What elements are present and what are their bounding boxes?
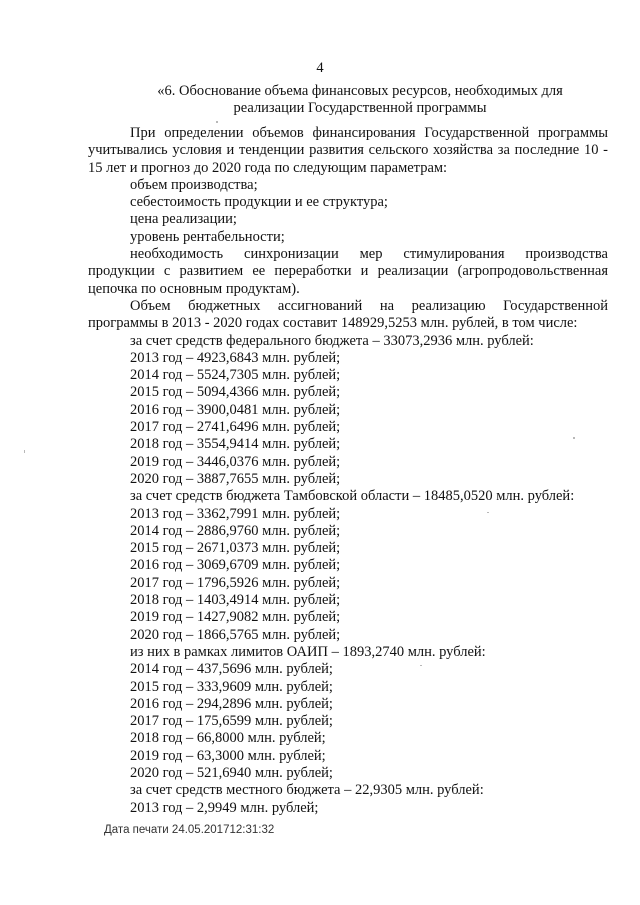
federal-year-item: 2014 год – 5524,7305 млн. рублей; <box>130 367 341 384</box>
section-heading <box>110 83 610 118</box>
intro-paragraph: При определении объемов финансирования Государственной программы учитывались условия и тенденции развития сельского хозяйства за последние 10 - 15 лет и прогноз до 2020 года по следующим параметрам: <box>88 125 608 176</box>
print-date-footer: Дата печати 24.05.201712:31:32 <box>104 824 275 836</box>
oaip-limits-section <box>88 644 608 782</box>
oaip-year-item: 2020 год – 521,6940 млн. рублей; <box>130 764 333 781</box>
federal-budget-title: за счет средств федерального бюджета – 33073,2936 млн. рублей: <box>130 332 534 349</box>
scan-speck <box>216 121 218 123</box>
regional-year-item: 2016 год – 3069,6709 млн. рублей; <box>130 557 341 574</box>
oaip-year-item: 2017 год – 175,6599 млн. рублей; <box>130 713 333 730</box>
federal-year-item: 2020 год – 3887,7655 млн. рублей; <box>130 470 341 487</box>
regional-year-item: 2013 год – 3362,7991 млн. рублей; <box>130 505 341 522</box>
regional-budget-section <box>88 488 608 644</box>
oaip-limits-title: из них в рамках лимитов ОАИП – 1893,2740 млн. рублей: <box>130 643 486 660</box>
parameter-item: себестоимость продукции и ее структура; <box>130 194 388 211</box>
federal-year-item: 2013 год – 4923,6843 млн. рублей; <box>130 349 341 366</box>
synchronization-paragraph: необходимость синхронизации мер стимулирования производства продукции с развитием ее переработки и реализации (агропродовольственная цепочка по основным продуктам). <box>88 246 608 297</box>
local-year-item: 2013 год – 2,9949 млн. рублей; <box>130 799 319 816</box>
scan-speck <box>24 450 25 453</box>
regional-year-item: 2014 год – 2886,9760 млн. рублей; <box>130 522 341 539</box>
document-body <box>88 125 608 817</box>
oaip-year-item: 2016 год – 294,2896 млн. рублей; <box>130 695 333 712</box>
parameter-item: объем производства; <box>130 176 258 193</box>
federal-year-item: 2016 год – 3900,0481 млн. рублей; <box>130 401 341 418</box>
regional-year-item: 2017 год – 1796,5926 млн. рублей; <box>130 574 341 591</box>
federal-year-item: 2015 год – 5094,4366 млн. рублей; <box>130 384 341 401</box>
federal-budget-section <box>88 333 608 489</box>
scan-speck <box>573 437 575 439</box>
regional-year-item: 2020 год – 1866,5765 млн. рублей; <box>130 626 341 643</box>
regional-budget-title: за счет средств бюджета Тамбовской области – 18485,0520 млн. рублей: <box>130 488 575 505</box>
page-number: 4 <box>316 60 324 76</box>
scan-speck <box>487 512 489 513</box>
local-budget-title: за счет средств местного бюджета – 22,9305 млн. рублей: <box>130 782 484 799</box>
scan-speck <box>420 665 422 666</box>
parameter-item: уровень рентабельности; <box>130 228 285 245</box>
section-heading-line-2: реализации Государственной программы <box>233 100 487 117</box>
regional-year-item: 2019 год – 1427,9082 млн. рублей; <box>130 609 341 626</box>
oaip-year-item: 2014 год – 437,5696 млн. рублей; <box>130 661 333 678</box>
local-budget-section <box>88 782 608 817</box>
federal-year-item: 2017 год – 2741,6496 млн. рублей; <box>130 419 341 436</box>
regional-year-item: 2018 год – 1403,4914 млн. рублей; <box>130 592 341 609</box>
regional-year-item: 2015 год – 2671,0373 млн. рублей; <box>130 540 341 557</box>
parameters-list <box>88 177 608 246</box>
oaip-year-item: 2015 год – 333,9609 млн. рублей; <box>130 678 333 695</box>
oaip-year-item: 2019 год – 63,3000 млн. рублей; <box>130 747 326 764</box>
federal-year-item: 2018 год – 3554,9414 млн. рублей; <box>130 436 341 453</box>
federal-year-item: 2019 год – 3446,0376 млн. рублей; <box>130 453 341 470</box>
oaip-year-item: 2018 год – 66,8000 млн. рублей; <box>130 730 326 747</box>
parameter-item: цена реализации; <box>130 211 237 228</box>
section-heading-line-1: «6. Обоснование объема финансовых ресурсов, необходимых для <box>157 83 563 99</box>
budget-total-paragraph: Объем бюджетных ассигнований на реализацию Государственной программы в 2013 - 2020 годах составит 148929,5253 млн. рублей, в том числе: <box>88 297 608 332</box>
